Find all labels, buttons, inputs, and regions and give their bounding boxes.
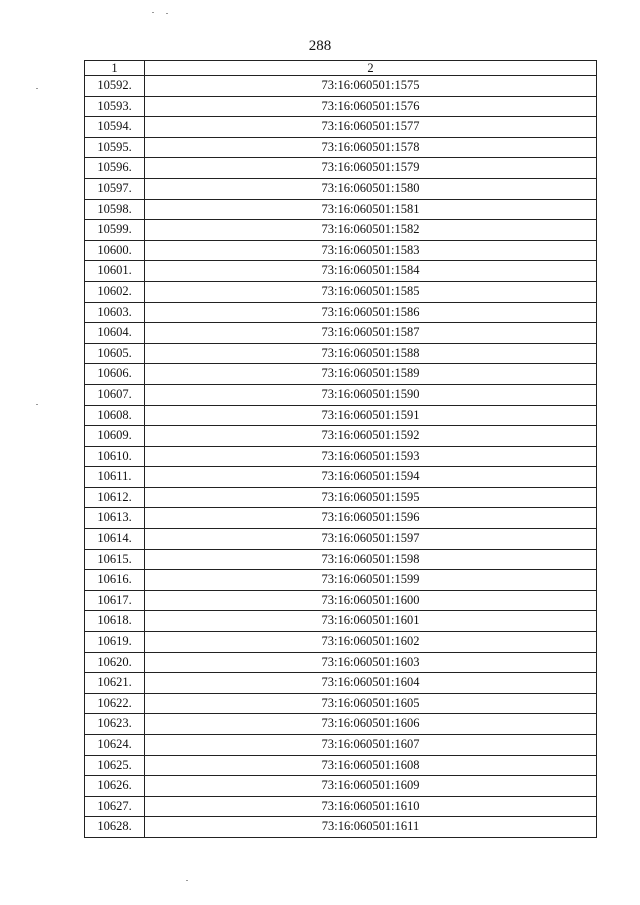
cadastral-number: 73:16:060501:1605 [145, 693, 597, 714]
table-row [85, 673, 597, 694]
cadastral-number: 73:16:060501:1576 [145, 96, 597, 117]
cadastral-number: 73:16:060501:1591 [145, 405, 597, 426]
cadastral-number: 73:16:060501:1575 [145, 76, 597, 97]
row-number: 10621. [85, 673, 145, 694]
cadastral-number: 73:16:060501:1609 [145, 776, 597, 797]
table-row [85, 220, 597, 241]
cadastral-number: 73:16:060501:1604 [145, 673, 597, 694]
row-number: 10620. [85, 652, 145, 673]
row-number: 10614. [85, 529, 145, 550]
cadastral-number: 73:16:060501:1594 [145, 467, 597, 488]
row-number: 10611. [85, 467, 145, 488]
row-number: 10593. [85, 96, 145, 117]
row-number: 10608. [85, 405, 145, 426]
table-row [85, 158, 597, 179]
column-header-1: 1 [85, 61, 145, 76]
row-number: 10604. [85, 323, 145, 344]
cadastral-number: 73:16:060501:1582 [145, 220, 597, 241]
table-row [85, 632, 597, 653]
table-row [85, 529, 597, 550]
row-number: 10610. [85, 446, 145, 467]
cadastral-number: 73:16:060501:1588 [145, 343, 597, 364]
cadastral-number: 73:16:060501:1602 [145, 632, 597, 653]
scan-speck [152, 12, 154, 13]
cadastral-number: 73:16:060501:1610 [145, 796, 597, 817]
table-row [85, 117, 597, 138]
row-number: 10609. [85, 426, 145, 447]
table-row [85, 364, 597, 385]
table-row [85, 302, 597, 323]
table-row [85, 796, 597, 817]
table-row [85, 426, 597, 447]
cadastral-number: 73:16:060501:1598 [145, 549, 597, 570]
row-number: 10622. [85, 693, 145, 714]
cadastral-number: 73:16:060501:1583 [145, 240, 597, 261]
table-row [85, 384, 597, 405]
table-row [85, 261, 597, 282]
row-number: 10617. [85, 590, 145, 611]
scan-speck [36, 404, 38, 405]
cadastral-number: 73:16:060501:1597 [145, 529, 597, 550]
page-number: 288 [308, 38, 332, 54]
table-row [85, 611, 597, 632]
table-row [85, 96, 597, 117]
row-number: 10628. [85, 817, 145, 838]
table-row [85, 570, 597, 591]
cadastral-number: 73:16:060501:1592 [145, 426, 597, 447]
table-row [85, 76, 597, 97]
row-number: 10624. [85, 735, 145, 756]
cadastral-number: 73:16:060501:1586 [145, 302, 597, 323]
row-number: 10598. [85, 199, 145, 220]
table-row [85, 178, 597, 199]
cadastral-number: 73:16:060501:1584 [145, 261, 597, 282]
table-row [85, 508, 597, 529]
scan-speck [166, 13, 168, 14]
row-number: 10602. [85, 281, 145, 302]
row-number: 10600. [85, 240, 145, 261]
table-row [85, 281, 597, 302]
cadastral-number: 73:16:060501:1581 [145, 199, 597, 220]
table-body [85, 76, 597, 838]
cadastral-number: 73:16:060501:1585 [145, 281, 597, 302]
row-number: 10592. [85, 76, 145, 97]
table-row [85, 549, 597, 570]
table-row [85, 199, 597, 220]
row-number: 10603. [85, 302, 145, 323]
row-number: 10615. [85, 549, 145, 570]
cadastral-number: 73:16:060501:1600 [145, 590, 597, 611]
row-number: 10623. [85, 714, 145, 735]
cadastral-number: 73:16:060501:1587 [145, 323, 597, 344]
cadastral-number: 73:16:060501:1590 [145, 384, 597, 405]
row-number: 10597. [85, 178, 145, 199]
cadastral-number: 73:16:060501:1603 [145, 652, 597, 673]
row-number: 10596. [85, 158, 145, 179]
table-row [85, 405, 597, 426]
cadastral-number: 73:16:060501:1596 [145, 508, 597, 529]
table-row [85, 343, 597, 364]
table-row [85, 323, 597, 344]
row-number: 10606. [85, 364, 145, 385]
row-number: 10605. [85, 343, 145, 364]
table-row [85, 137, 597, 158]
table-row [85, 652, 597, 673]
cadastral-number: 73:16:060501:1578 [145, 137, 597, 158]
table-row [85, 590, 597, 611]
row-number: 10594. [85, 117, 145, 138]
table-row [85, 714, 597, 735]
row-number: 10626. [85, 776, 145, 797]
table-row [85, 735, 597, 756]
table-row [85, 755, 597, 776]
cadastral-number: 73:16:060501:1607 [145, 735, 597, 756]
row-number: 10607. [85, 384, 145, 405]
scan-speck [186, 880, 188, 881]
row-number: 10625. [85, 755, 145, 776]
cadastral-number: 73:16:060501:1599 [145, 570, 597, 591]
row-number: 10618. [85, 611, 145, 632]
row-number: 10616. [85, 570, 145, 591]
cadastral-number: 73:16:060501:1593 [145, 446, 597, 467]
cadastral-number: 73:16:060501:1595 [145, 487, 597, 508]
cadastral-number: 73:16:060501:1601 [145, 611, 597, 632]
scan-speck [36, 88, 38, 89]
row-number: 10613. [85, 508, 145, 529]
row-number: 10612. [85, 487, 145, 508]
table-row [85, 467, 597, 488]
row-number: 10601. [85, 261, 145, 282]
table-row [85, 817, 597, 838]
table-header-row [85, 61, 597, 76]
cadastral-number: 73:16:060501:1577 [145, 117, 597, 138]
cadastral-number: 73:16:060501:1579 [145, 158, 597, 179]
row-number: 10599. [85, 220, 145, 241]
row-number: 10619. [85, 632, 145, 653]
table-row [85, 693, 597, 714]
cadastral-number: 73:16:060501:1589 [145, 364, 597, 385]
cadastral-table [84, 60, 597, 838]
row-number: 10627. [85, 796, 145, 817]
column-header-2: 2 [145, 61, 597, 76]
cadastral-number: 73:16:060501:1608 [145, 755, 597, 776]
row-number: 10595. [85, 137, 145, 158]
cadastral-number: 73:16:060501:1580 [145, 178, 597, 199]
table-row [85, 240, 597, 261]
table-row [85, 776, 597, 797]
cadastral-number: 73:16:060501:1611 [145, 817, 597, 838]
cadastral-number: 73:16:060501:1606 [145, 714, 597, 735]
table-row [85, 487, 597, 508]
table-row [85, 446, 597, 467]
